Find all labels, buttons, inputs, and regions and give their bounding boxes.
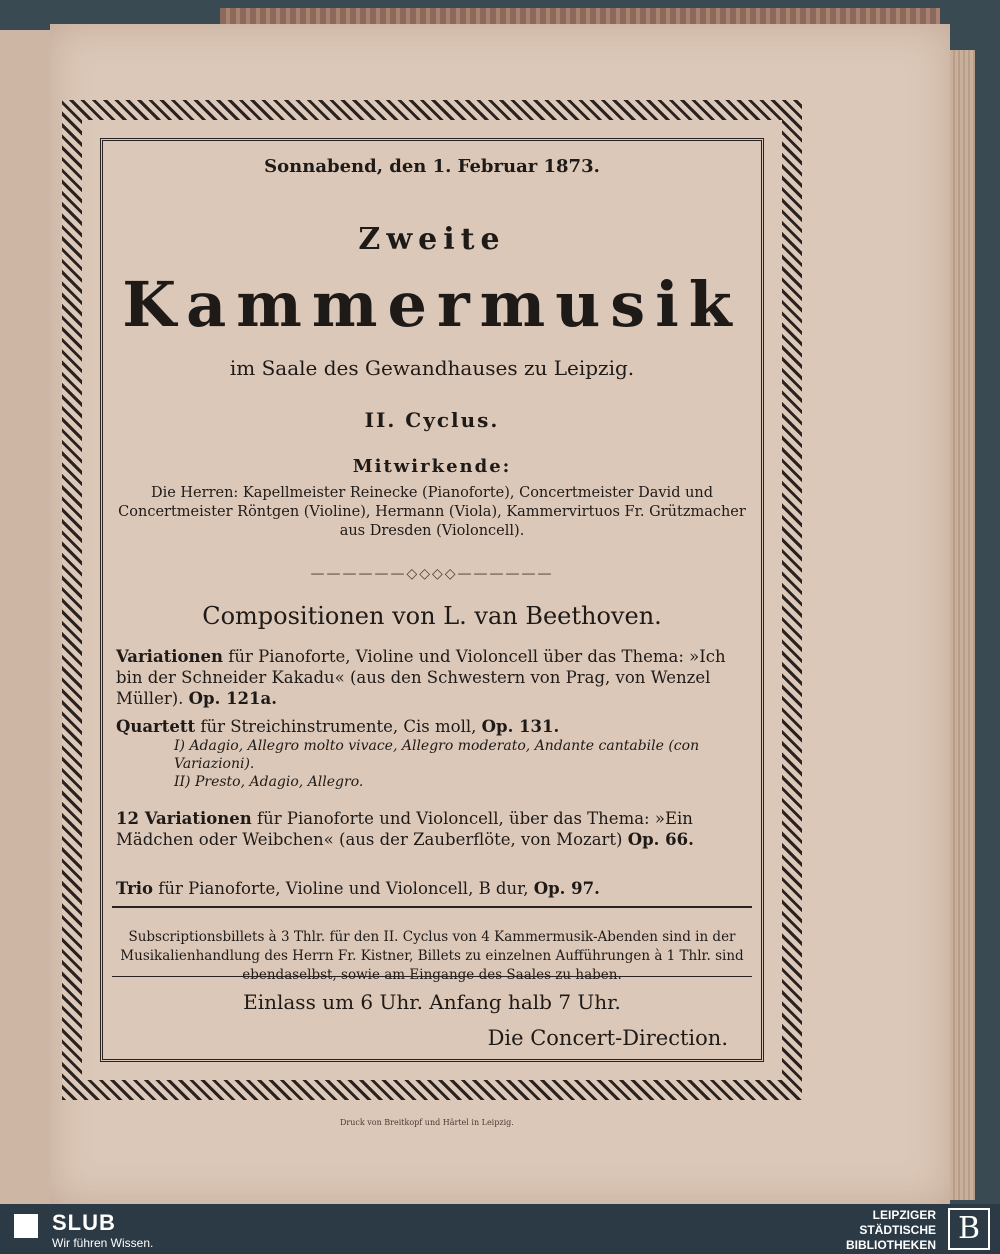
library-line: LEIPZIGER [872, 1208, 936, 1222]
divider-rule [112, 976, 752, 977]
program-item [112, 878, 756, 899]
program-item [112, 646, 756, 709]
title-top: Zweite [358, 222, 506, 257]
movement-line: II) Presto, Adagio, Allegro. [174, 774, 364, 790]
program-item [112, 808, 756, 850]
program-text: für Streichinstrumente, Cis moll, [200, 717, 477, 736]
program-opus: Op. 131. [481, 717, 560, 736]
program-text: für Pianoforte, Violine und Violoncell über das Thema: »Ich bin der Schneider Kakadu« (aus den Schwestern von Prag, von Wenzel Müller). [116, 647, 726, 708]
performers-text: Die Herren: Kapellmeister Reinecke (Pianoforte), Concertmeister David und Concertmeister Röntgen (Violine), Hermann (Viola), Kammervirtuos Fr. Grützmacher aus Dresden (Violoncell). [118, 485, 746, 539]
compositions-heading: Compositionen von L. van Beethoven. [202, 602, 662, 630]
program-text: für Pianoforte, Violine und Violoncell, B dur, [158, 879, 529, 898]
divider-rule [112, 906, 752, 908]
library-logo-icon: B [948, 1208, 990, 1250]
poster-content [112, 150, 752, 1050]
performers-heading: Mitwirkende: [352, 456, 512, 477]
program-opus: Op. 121a. [188, 689, 277, 708]
slub-logo-icon [14, 1214, 38, 1238]
library-name [846, 1208, 936, 1253]
footer-bar [0, 1204, 1000, 1254]
library-line: STÄDTISCHE [859, 1223, 936, 1237]
slub-name: SLUB [52, 1210, 116, 1235]
title-main: Kammermusik [122, 268, 742, 341]
program-title: Trio [116, 879, 154, 898]
signature: Die Concert-Direction. [487, 1026, 728, 1050]
program-title: Variationen [116, 647, 224, 666]
program-title: Quartett [116, 717, 196, 736]
printer-note: Druck von Breitkopf und Härtel in Leipzig. [340, 1118, 514, 1127]
program-opus: Op. 66. [627, 830, 694, 849]
cycle-label: II. Cyclus. [364, 408, 500, 432]
program-text: für Pianoforte und Violoncell, über das Thema: »Ein Mädchen oder Weibchen« (aus der Zauberflöte, von Mozart) [116, 809, 693, 849]
left-page-edge [0, 30, 54, 1204]
program-title: 12 Variationen [116, 809, 252, 828]
ticket-notice: Subscriptionsbillets à 3 Thlr. für den II. Cyclus von 4 Kammermusik-Abenden sind in der Musikalienhandlung des Herrn Fr. Kistner, Billets zu einzelnen Aufführungen à 1 Thlr. sind ebendaselbst, sowie am Eingange des Saales zu haben. [120, 928, 744, 983]
venue: im Saale des Gewandhauses zu Leipzig. [229, 356, 635, 380]
concert-date: Sonnabend, den 1. Februar 1873. [264, 156, 600, 177]
slub-tagline: Wir führen Wissen. [52, 1236, 154, 1250]
program-item [112, 716, 756, 791]
library-line: BIBLIOTHEKEN [846, 1238, 936, 1252]
program-opus: Op. 97. [533, 879, 600, 898]
movement-line: I) Adagio, Allegro molto vivace, Allegro moderato, Andante cantabile (con Variazioni). [174, 738, 700, 772]
divider-ornament: ——————◇◇◇◇—————— [310, 566, 554, 582]
times: Einlass um 6 Uhr. Anfang halb 7 Uhr. [243, 990, 621, 1014]
ornamental-frame [62, 100, 802, 1100]
